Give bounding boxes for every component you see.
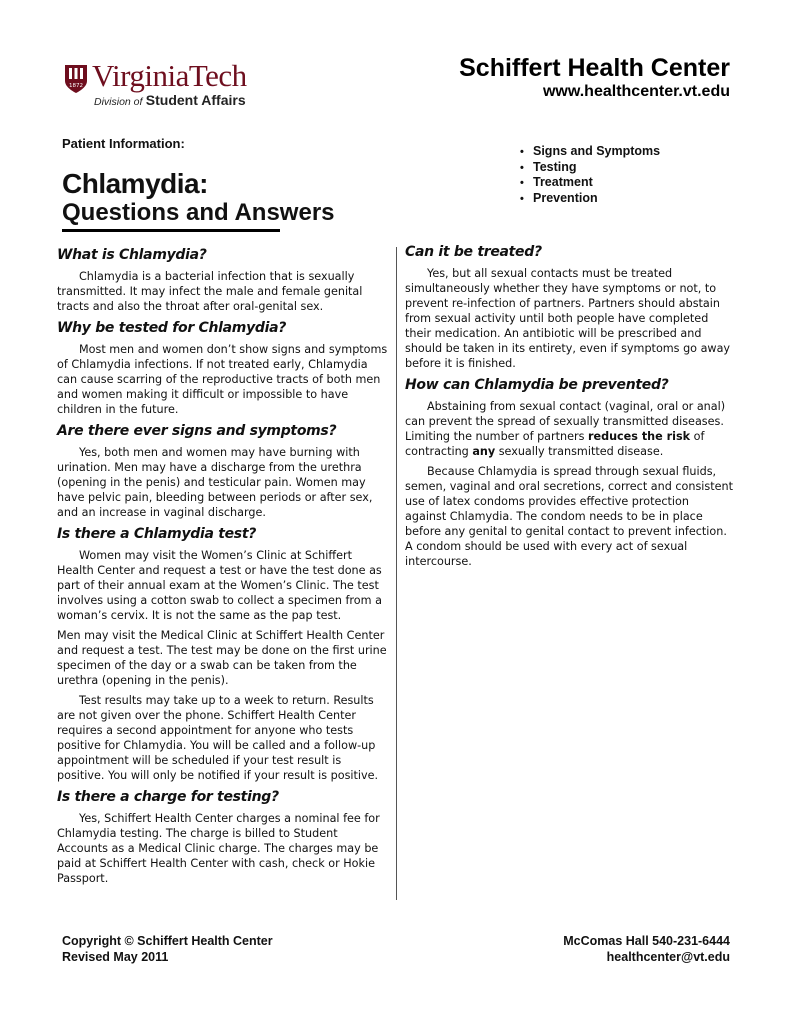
copyright-text: Copyright © Schiffert Health Center xyxy=(62,934,273,948)
section-signs xyxy=(57,422,389,520)
health-center-name: Schiffert Health Center xyxy=(459,54,730,82)
topic-item: • Treatment xyxy=(520,175,660,191)
topics-list xyxy=(520,144,660,206)
text-run: of contracting xyxy=(405,430,705,458)
left-column xyxy=(57,246,389,891)
section-heading: Can it be treated? xyxy=(405,244,542,260)
section-heading: How can Chlamydia be prevented? xyxy=(405,377,669,393)
virginia-tech-logo xyxy=(64,58,264,112)
emphasis-reduces-risk: reduces the risk xyxy=(587,430,691,443)
section-paragraph: Test results may take up to a week to return. Results are not given over the phone. Schiffert Health Center requires a second appointment for anyone who tests positive for Chlamydia. You will be called and a follow-up appointment will be scheduled if your test result is positive. You will only be notified if your result is positive. xyxy=(57,694,379,782)
logo-wordmark: VirginiaTech xyxy=(92,58,247,93)
column-divider xyxy=(396,247,397,900)
right-column xyxy=(405,243,733,574)
section-paragraph: Chlamydia is a bacterial infection that is sexually transmitted. It may infect the male and female genital tracts and also the throat after oral-genital sex. xyxy=(57,270,363,313)
section-test xyxy=(57,525,389,783)
section-treated xyxy=(405,243,733,371)
section-paragraph: Yes, both men and women may have burning with urination. Men may have a discharge from the urethra (opening in the penis) and testicular pain. Women may have pelvic pain, bleeding between periods or after sex, and an increase in vaginal discharge. xyxy=(57,446,373,519)
page-subtitle: Questions and Answers xyxy=(62,199,335,226)
topic-item: • Signs and Symptoms xyxy=(520,144,660,160)
topic-item: • Testing xyxy=(520,160,660,176)
shield-year: 1872 xyxy=(69,83,83,89)
footer-right xyxy=(563,934,730,965)
emphasis-any: any xyxy=(472,445,496,458)
section-paragraph: Yes, Schiffert Health Center charges a nominal fee for Chlamydia testing. The charge is billed to Student Accounts as a Medical Clinic charge. The charges may be paid at Schiffert Health Center with cash, check or Hokie Passport. xyxy=(57,812,380,885)
health-center-url[interactable]: www.healthcenter.vt.edu xyxy=(542,83,730,100)
section-heading: Why be tested for Chlamydia? xyxy=(57,320,287,336)
section-prevent xyxy=(405,376,733,569)
section-paragraph xyxy=(405,399,733,459)
section-heading: Are there ever signs and symptoms? xyxy=(57,423,337,439)
section-heading: Is there a Chlamydia test? xyxy=(57,526,257,542)
text-run: sexually transmitted disease. xyxy=(495,445,664,458)
section-why xyxy=(57,319,389,417)
title-underline xyxy=(62,229,280,232)
footer-left xyxy=(62,934,273,965)
division-name: Student Affairs xyxy=(145,92,246,108)
address-phone: McComas Hall 540-231-6444 xyxy=(563,934,730,948)
topic-item: • Prevention xyxy=(520,191,660,207)
division-prefix: Division of xyxy=(94,96,143,108)
section-charge xyxy=(57,788,389,886)
section-heading: What is Chlamydia? xyxy=(57,247,207,263)
text-run: Abstaining from sexual contact (vaginal, oral or anal) can prevent the spread of sexually transmitted diseases. Limiting the number of partners xyxy=(405,400,726,443)
logo-division xyxy=(94,92,246,108)
page-title: Chlamydia: xyxy=(62,168,208,199)
section-paragraph: Because Chlamydia is spread through sexual fluids, semen, vaginal and oral secretions, correct and consistent use of latex condoms provides effective protection against Chlamydia. The condom needs to be in place before any genital to genital contact to prevent infection. A condom should be used with every act of sexual intercourse. xyxy=(405,465,733,568)
section-paragraph: Women may visit the Women’s Clinic at Schiffert Health Center and request a test or have the test done as part of their annual exam at the Women’s Clinic. The test involves using a cotton swab to collect a specimen from a woman’s cervix. It is not the same as the pap test. xyxy=(57,549,382,622)
section-paragraph: Most men and women don’t show signs and symptoms of Chlamydia infections. If not treated early, Chlamydia can cause scarring of the reproductive tracts of both men and women making it difficult or impossible to have children in the future. xyxy=(57,343,388,416)
section-what xyxy=(57,246,389,314)
section-paragraph: Men may visit the Medical Clinic at Schiffert Health Center and request a test. The test may be done on the first urine specimen of the day or a swab can be taken from the urethra (opening in the penis). xyxy=(57,629,387,687)
section-paragraph: Yes, but all sexual contacts must be treated simultaneously whether they have symptoms or not, to prevent re-infection of partners. Partners should abstain from sexual activity until both people have completed their medication. An antibiotic will be prescribed and should be taken in its entirety, even if symptoms go away before it is finished. xyxy=(405,267,731,370)
section-heading: Is there a charge for testing? xyxy=(57,789,279,805)
patient-info-label: Patient Information: xyxy=(62,136,185,151)
vt-shield-icon xyxy=(64,64,88,94)
revised-date: Revised May 2011 xyxy=(62,949,169,964)
contact-email[interactable]: healthcenter@vt.edu xyxy=(606,949,730,964)
